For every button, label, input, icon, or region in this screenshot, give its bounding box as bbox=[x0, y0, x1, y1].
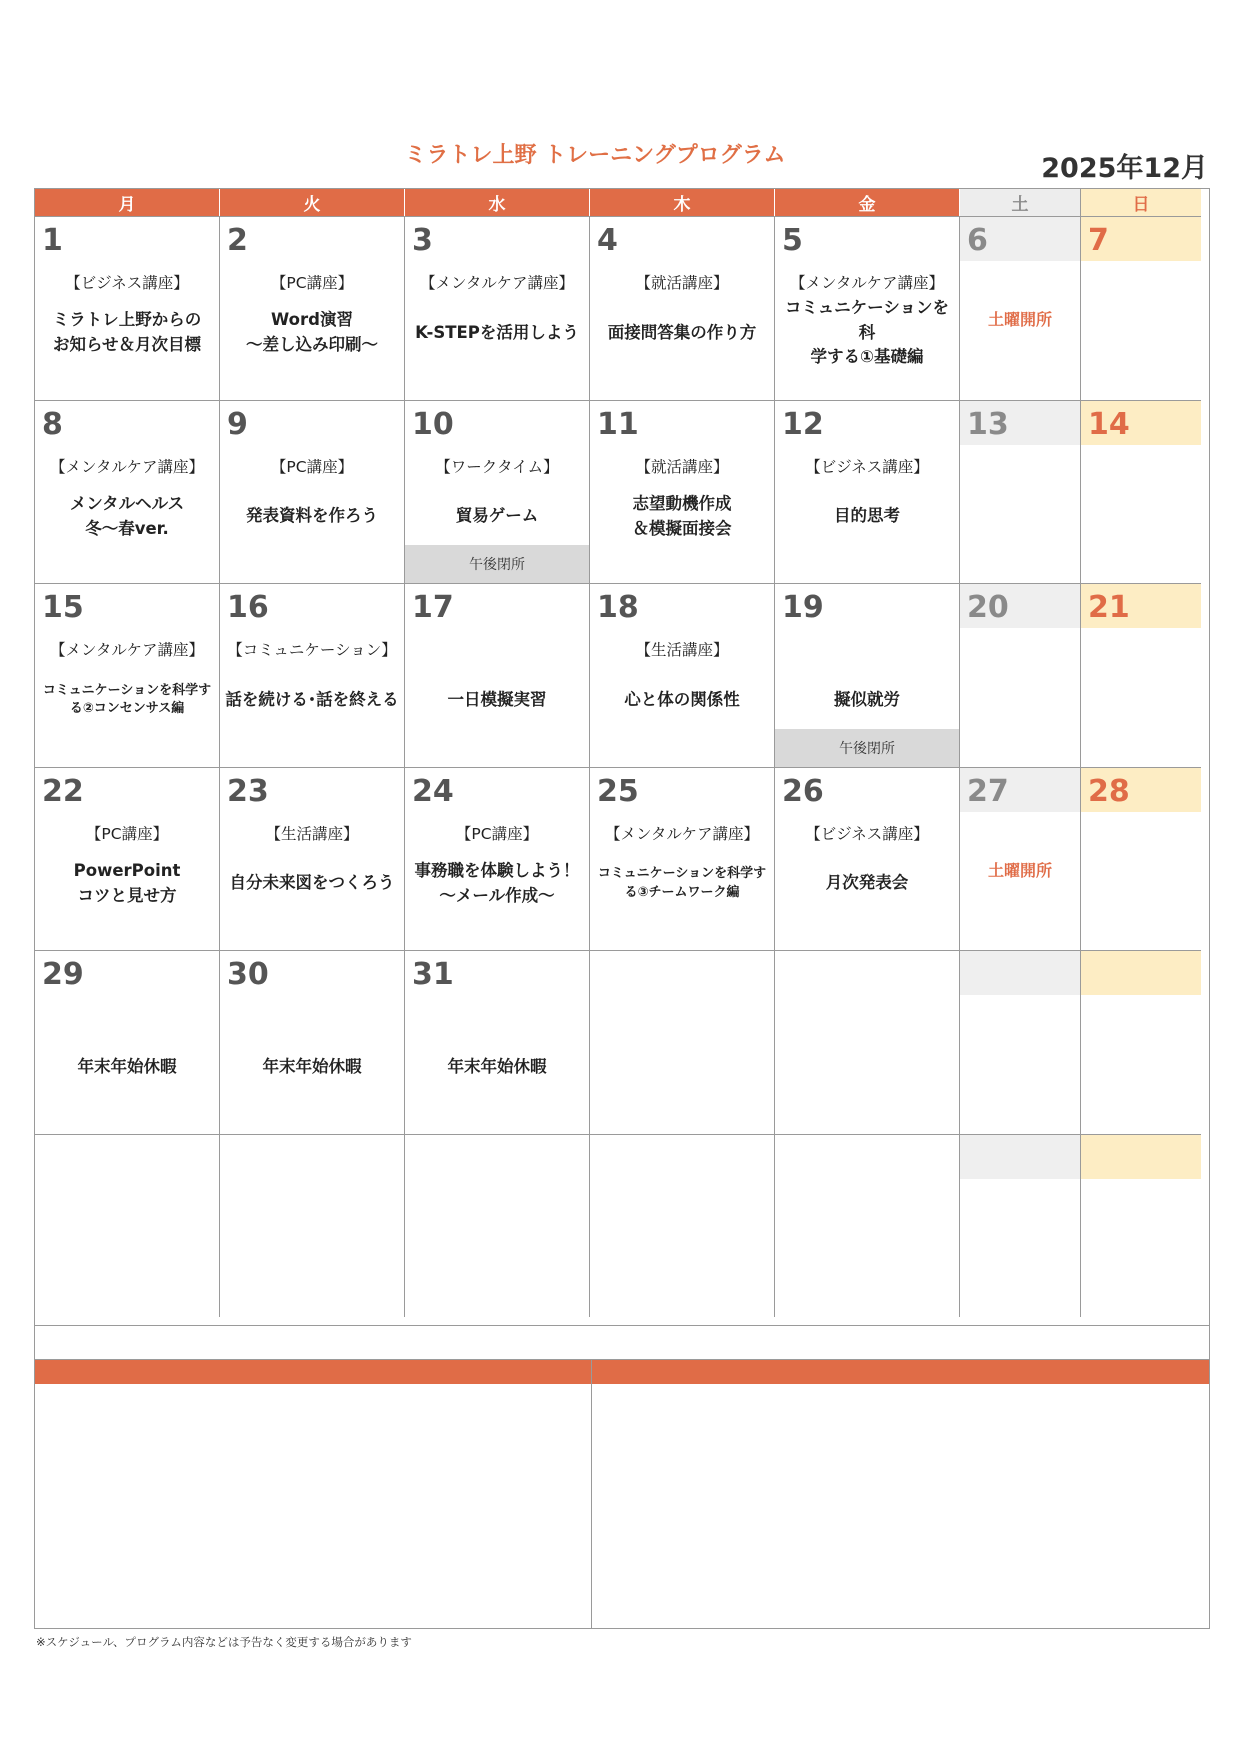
course-category: 【メンタルケア講座】 bbox=[49, 641, 205, 659]
day-cell bbox=[220, 583, 405, 767]
course-topic: コミュニケーションを科 学する①基礎編 bbox=[784, 297, 949, 367]
calendar-grid bbox=[34, 188, 1210, 1326]
weekday-header-sat: 土 bbox=[960, 189, 1081, 216]
day-cell bbox=[35, 583, 220, 767]
notes-header-bar-right bbox=[592, 1360, 1209, 1384]
day-number: 5 bbox=[782, 223, 803, 258]
course-topic: 面接問答集の作り方 bbox=[607, 322, 757, 342]
day-cell bbox=[220, 767, 405, 951]
day-cell bbox=[590, 400, 775, 584]
course-category: 【ビジネス講座】 bbox=[805, 457, 929, 476]
course-topic: 一日模擬実習 bbox=[447, 689, 547, 709]
day-number: 29 bbox=[42, 957, 84, 992]
notes-panel-left bbox=[35, 1360, 591, 1628]
day-number: 15 bbox=[42, 590, 84, 625]
course-category: 【コミュニケーション】 bbox=[227, 641, 397, 659]
day-cell bbox=[405, 767, 590, 951]
day-number: 11 bbox=[597, 406, 639, 442]
day-number: 30 bbox=[227, 957, 269, 992]
weekend-band bbox=[960, 1135, 1080, 1179]
notes-panel-right bbox=[591, 1360, 1209, 1628]
course-category: 【PC講座】 bbox=[270, 457, 354, 476]
day-number: 10 bbox=[412, 406, 454, 442]
day-number: 16 bbox=[227, 590, 269, 625]
course-category: 【メンタルケア講座】 bbox=[789, 274, 945, 292]
day-number: 17 bbox=[412, 590, 454, 625]
course-topic: 年末年始休暇 bbox=[447, 1056, 547, 1076]
course-topic: 年末年始休暇 bbox=[77, 1056, 177, 1076]
month-label: 2025年12月 bbox=[1041, 153, 1208, 184]
afternoon-closed-badge: 午後閉所 bbox=[775, 729, 959, 767]
day-cell bbox=[775, 216, 960, 400]
day-number: 23 bbox=[227, 773, 269, 809]
weekday-header-thu: 木 bbox=[590, 189, 775, 216]
day-cell bbox=[590, 216, 775, 400]
day-cell bbox=[405, 583, 590, 767]
course-topic: PowerPoint コツと見せ方 bbox=[73, 860, 181, 905]
day-number: 14 bbox=[1088, 406, 1130, 442]
day-number: 18 bbox=[597, 590, 639, 625]
weekday-header-wed: 水 bbox=[405, 189, 590, 216]
course-category: 【就活講座】 bbox=[635, 274, 729, 292]
weekday-header-fri: 金 bbox=[775, 189, 960, 216]
day-cell bbox=[775, 767, 960, 951]
day-cell bbox=[590, 583, 775, 767]
day-cell bbox=[1081, 1134, 1201, 1318]
course-topic: 発表資料を作ろう bbox=[246, 506, 378, 526]
day-number: 20 bbox=[967, 590, 1009, 625]
day-cell bbox=[1081, 767, 1201, 951]
day-cell bbox=[590, 1134, 775, 1318]
day-cell bbox=[960, 583, 1081, 767]
weekday-header-sun: 日 bbox=[1081, 189, 1201, 216]
notes-area bbox=[34, 1359, 1210, 1629]
day-number: 2 bbox=[227, 223, 248, 258]
course-topic: 貿易ゲーム bbox=[455, 506, 539, 526]
course-topic: 月次発表会 bbox=[825, 873, 909, 893]
course-topic: メンタルヘルス 冬～春ver. bbox=[69, 493, 185, 538]
course-topic: Word演習 ～差し込み印刷～ bbox=[246, 310, 378, 354]
weekday-header-tue: 火 bbox=[220, 189, 405, 216]
course-topic: 志望動機作成 ＆模擬面接会 bbox=[632, 493, 732, 538]
day-cell bbox=[35, 400, 220, 584]
course-topic: コミュニケーションを科学す る③チームワーク編 bbox=[597, 866, 767, 900]
course-category: 【メンタルケア講座】 bbox=[49, 457, 205, 476]
calendar-spacer-row bbox=[34, 1326, 1210, 1362]
day-cell bbox=[35, 767, 220, 951]
course-topic: 事務職を体験しよう！ ～メール作成～ bbox=[414, 860, 580, 905]
day-cell bbox=[405, 1134, 590, 1318]
day-number: 13 bbox=[967, 406, 1009, 442]
day-number: 7 bbox=[1088, 223, 1109, 258]
day-number: 28 bbox=[1088, 773, 1130, 809]
day-cell bbox=[220, 950, 405, 1134]
course-topic: 自分未来図をつくろう bbox=[229, 873, 395, 893]
day-cell bbox=[1081, 950, 1201, 1134]
weekend-band bbox=[960, 951, 1080, 995]
day-cell bbox=[35, 216, 220, 400]
day-cell bbox=[220, 400, 405, 584]
course-category: 【生活講座】 bbox=[265, 824, 359, 843]
day-cell bbox=[35, 1134, 220, 1318]
day-cell bbox=[590, 767, 775, 951]
course-category: 【メンタルケア講座】 bbox=[604, 824, 760, 843]
day-number: 6 bbox=[967, 223, 988, 258]
course-topic: K-STEPを活用しよう bbox=[415, 322, 579, 342]
day-cell bbox=[405, 216, 590, 400]
course-category: 【生活講座】 bbox=[635, 641, 729, 659]
day-cell bbox=[220, 216, 405, 400]
weekend-band bbox=[1081, 1135, 1201, 1179]
footnote: ※スケジュール、プログラム内容などは予告なく変更する場合があります bbox=[36, 1635, 412, 1649]
course-category: 【就活講座】 bbox=[635, 457, 729, 476]
day-cell bbox=[775, 950, 960, 1134]
course-topic: ミラトレ上野からの お知らせ＆月次目標 bbox=[52, 310, 202, 354]
day-number: 1 bbox=[42, 223, 63, 258]
day-number: 21 bbox=[1088, 590, 1130, 625]
course-topic: 擬似就労 bbox=[834, 689, 900, 709]
day-cell bbox=[35, 950, 220, 1134]
day-cell bbox=[590, 950, 775, 1134]
day-cell bbox=[960, 767, 1081, 951]
course-topic: 年末年始休暇 bbox=[262, 1056, 362, 1076]
course-topic: 目的思考 bbox=[834, 506, 900, 526]
course-topic: コミュニケーションを科学す る②コンセンサス編 bbox=[42, 682, 212, 716]
day-number: 25 bbox=[597, 773, 639, 809]
day-cell bbox=[1081, 583, 1201, 767]
course-category: 【PC講座】 bbox=[270, 274, 354, 292]
day-number: 9 bbox=[227, 406, 248, 442]
day-cell bbox=[405, 400, 590, 584]
day-cell bbox=[405, 950, 590, 1134]
day-number: 31 bbox=[412, 957, 454, 992]
course-category: 【PC講座】 bbox=[85, 824, 169, 843]
day-number: 19 bbox=[782, 590, 824, 625]
day-cell bbox=[960, 950, 1081, 1134]
weekday-header-mon: 月 bbox=[35, 189, 220, 216]
day-number: 26 bbox=[782, 773, 824, 809]
day-cell bbox=[775, 400, 960, 584]
course-topic: 話を続ける･話を終える bbox=[225, 689, 399, 709]
course-category: 【ビジネス講座】 bbox=[65, 274, 189, 292]
day-number: 3 bbox=[412, 223, 433, 258]
day-number: 24 bbox=[412, 773, 454, 809]
day-number: 8 bbox=[42, 406, 63, 442]
day-number: 4 bbox=[597, 223, 618, 258]
notes-header-bar-left bbox=[35, 1360, 591, 1384]
day-cell bbox=[775, 583, 960, 767]
day-cell bbox=[960, 1134, 1081, 1318]
saturday-open-note: 土曜開所 bbox=[987, 860, 1052, 880]
program-title: ミラトレ上野 トレーニングプログラム bbox=[404, 143, 786, 168]
course-category: 【メンタルケア講座】 bbox=[419, 274, 575, 292]
saturday-open-note: 土曜開所 bbox=[987, 310, 1052, 329]
weekend-band bbox=[1081, 951, 1201, 995]
course-category: 【ワークタイム】 bbox=[435, 457, 559, 476]
afternoon-closed-badge: 午後閉所 bbox=[405, 545, 589, 583]
day-cell bbox=[960, 216, 1081, 400]
day-number: 27 bbox=[967, 773, 1009, 809]
day-cell bbox=[1081, 216, 1201, 400]
day-cell bbox=[220, 1134, 405, 1318]
course-topic: 心と体の関係性 bbox=[624, 689, 740, 709]
day-number: 12 bbox=[782, 406, 824, 442]
day-cell bbox=[775, 1134, 960, 1318]
day-cell bbox=[1081, 400, 1201, 584]
course-category: 【PC講座】 bbox=[455, 824, 539, 843]
day-cell bbox=[960, 400, 1081, 584]
day-number: 22 bbox=[42, 773, 84, 809]
course-category: 【ビジネス講座】 bbox=[805, 824, 929, 843]
